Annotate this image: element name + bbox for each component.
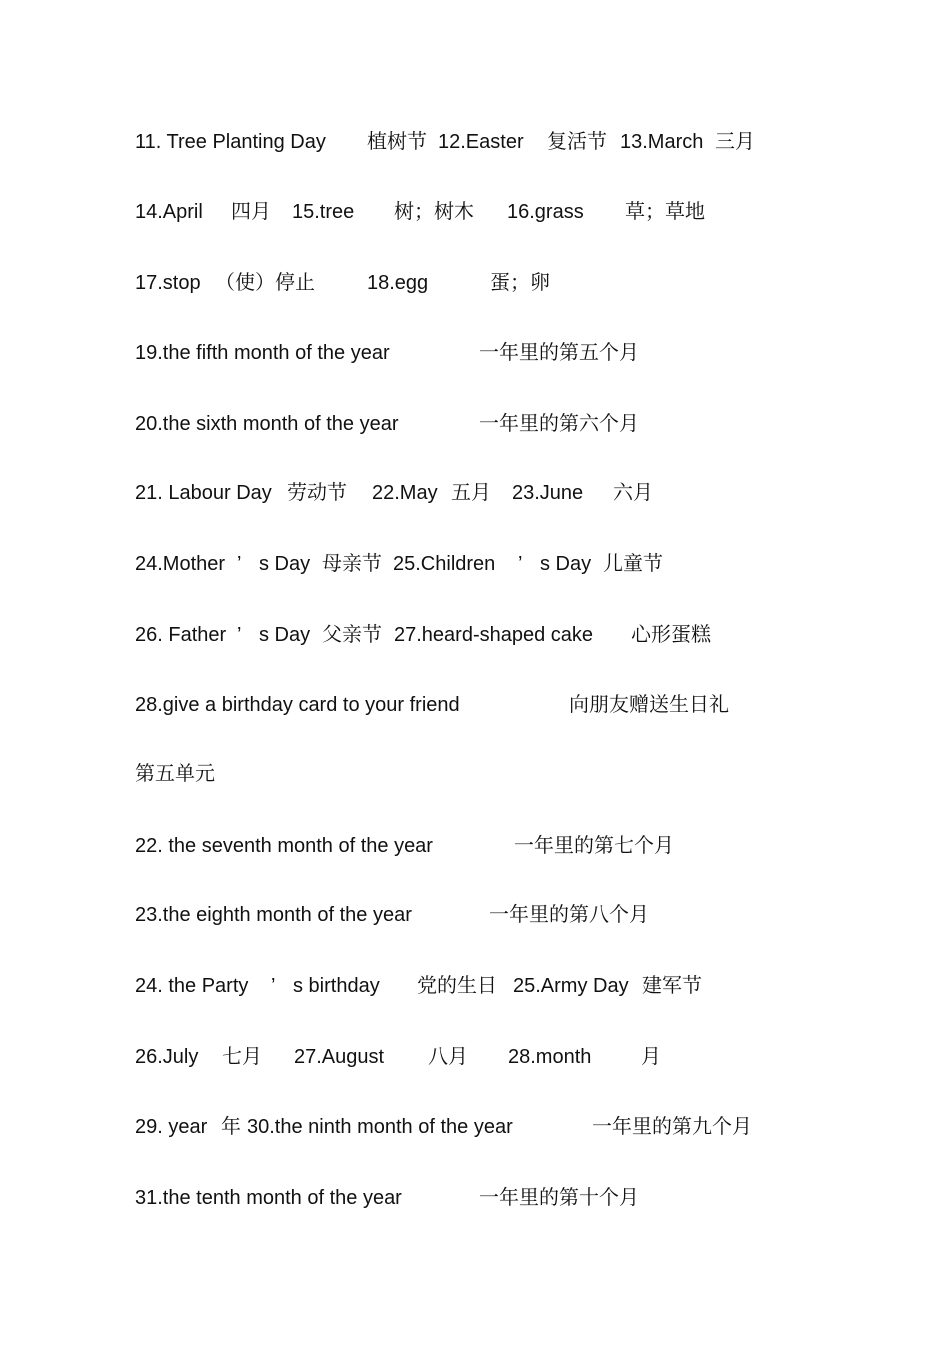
term-text: 22. the seventh month of the year — [135, 835, 433, 857]
translation-text: 植树节 — [367, 131, 427, 153]
apostrophe-text: ’ — [518, 553, 523, 575]
term-text: 23.June — [512, 482, 584, 504]
translation-text: 年 — [221, 1116, 241, 1138]
translation-text: 三月 — [715, 131, 755, 153]
translation-text: 劳动节 — [287, 482, 347, 504]
term-text: s Day — [259, 624, 311, 646]
translation-text: 四月 — [231, 201, 271, 223]
term-text: 21. Labour Day — [135, 482, 272, 504]
translation-text: 月 — [641, 1046, 661, 1068]
vocab-line-5 — [135, 409, 639, 439]
vocab-line-4 — [135, 338, 639, 368]
vocab-line-1 — [135, 127, 755, 157]
term-text: 29. year — [135, 1116, 208, 1138]
translation-text: 蛋；卵 — [490, 272, 550, 294]
term-text: 20.the sixth month of the year — [135, 413, 399, 435]
translation-text: 一年里的第九个月 — [592, 1116, 752, 1138]
term-text: 22.May — [372, 482, 438, 504]
apostrophe-text: ’ — [271, 975, 276, 997]
translation-text: 心形蛋糕 — [631, 624, 711, 646]
term-text: 31.the tenth month of the year — [135, 1187, 402, 1209]
term-text: 19.the fifth month of the year — [135, 342, 390, 364]
translation-text: 复活节 — [547, 131, 607, 153]
term-text: 15.tree — [292, 201, 355, 223]
translation-text: 儿童节 — [603, 553, 663, 575]
term-text: 14.April — [135, 201, 203, 223]
term-text: 28.month — [508, 1046, 592, 1068]
translation-text: 党的生日 — [417, 975, 497, 997]
term-text: 27.August — [294, 1046, 385, 1068]
vocab-line-13 — [135, 1042, 661, 1072]
unit-heading — [135, 759, 215, 789]
term-text: 24. the Party — [135, 975, 249, 997]
term-text: 28.give a birthday card to your friend — [135, 694, 460, 716]
translation-text: 七月 — [222, 1046, 262, 1068]
term-text: s Day — [540, 553, 592, 575]
term-text: 13.March — [620, 131, 704, 153]
term-text: 26.July — [135, 1046, 199, 1068]
translation-text: 一年里的第七个月 — [514, 835, 674, 857]
term-text: 25.Children — [393, 553, 496, 575]
term-text: 16.grass — [507, 201, 584, 223]
vocab-line-7 — [135, 549, 663, 579]
term-text: 27.heard-shaped cake — [394, 624, 594, 646]
term-text: 30.the ninth month of the year — [247, 1116, 513, 1138]
vocab-line-6 — [135, 478, 653, 508]
vocab-line-15 — [135, 1183, 639, 1213]
section-heading: 第五单元 — [135, 763, 215, 785]
term-text: 11. Tree Planting Day — [135, 131, 326, 153]
translation-text: 母亲节 — [322, 553, 382, 575]
translation-text: 一年里的第十个月 — [479, 1187, 639, 1209]
vocab-line-14 — [135, 1112, 752, 1142]
vocab-line-8 — [135, 620, 711, 650]
vocab-line-9 — [135, 690, 729, 720]
translation-text: 父亲节 — [322, 624, 382, 646]
term-text: 26. Father — [135, 624, 227, 646]
vocab-line-3 — [135, 268, 550, 298]
translation-text: 草；草地 — [625, 201, 705, 223]
apostrophe-text: ’ — [237, 553, 242, 575]
translation-text: 八月 — [428, 1046, 468, 1068]
term-text: 24.Mother — [135, 553, 226, 575]
term-text: 12.Easter — [438, 131, 524, 153]
translation-text: 一年里的第六个月 — [479, 413, 639, 435]
term-text: 23.the eighth month of the year — [135, 904, 412, 926]
vocab-line-2 — [135, 197, 705, 227]
translation-text: 六月 — [613, 482, 653, 504]
translation-text: 五月 — [451, 482, 491, 504]
translation-text: 一年里的第五个月 — [479, 342, 639, 364]
term-text: 17.stop — [135, 272, 201, 294]
translation-text: 建军节 — [642, 975, 702, 997]
vocab-line-10 — [135, 831, 674, 861]
term-text: s birthday — [293, 975, 380, 997]
translation-text: 向朋友赠送生日礼 — [569, 694, 729, 716]
term-text: 18.egg — [367, 272, 429, 294]
term-text: 25.Army Day — [513, 975, 629, 997]
term-text: s Day — [259, 553, 311, 575]
translation-text: （使）停止 — [215, 272, 315, 294]
translation-text: 树；树木 — [394, 201, 474, 223]
vocab-line-12 — [135, 971, 702, 1001]
translation-text: 一年里的第八个月 — [489, 904, 649, 926]
vocab-line-11 — [135, 900, 649, 930]
apostrophe-text: ’ — [237, 624, 242, 646]
